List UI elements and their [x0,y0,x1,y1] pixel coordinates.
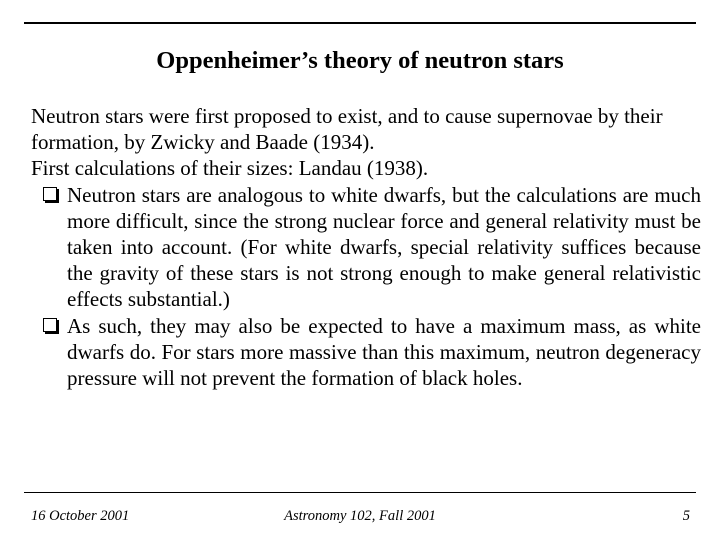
footer-course: Astronomy 102, Fall 2001 [284,508,436,524]
top-rule [24,22,696,24]
bullet-text: Neutron stars are analogous to white dwarfs, but the calculations are much more difficult, since the strong nuclear force and general relativity must be taken into account. (For white dwarfs, special relativity suffices because the gravity of these stars is not strong enough to make general relativistic effects substantial.) [67,182,701,312]
bullet-item [31,182,701,313]
hollow-square-bullet-icon [43,318,57,332]
footer-date: 16 October 2001 [31,508,130,524]
paragraph-calculations: First calculations of their sizes: Landau (1938). [31,156,429,181]
hollow-square-bullet-icon [43,187,57,201]
bullet-text: As such, they may also be expected to have a maximum mass, as white dwarfs do. For stars more massive than this maximum, neutron degeneracy pressure will not prevent the formation of black holes. [67,313,701,391]
slide-title: Oppenheimer’s theory of neutron stars [156,47,564,74]
paragraph-history: Neutron stars were first proposed to exist, and to cause supernovae by their formation, by Zwicky and Baade (1934). [31,104,663,155]
bottom-rule [24,492,696,493]
slide-body [31,103,701,391]
footer-page-number: 5 [682,508,690,524]
bullet-item [31,313,701,392]
